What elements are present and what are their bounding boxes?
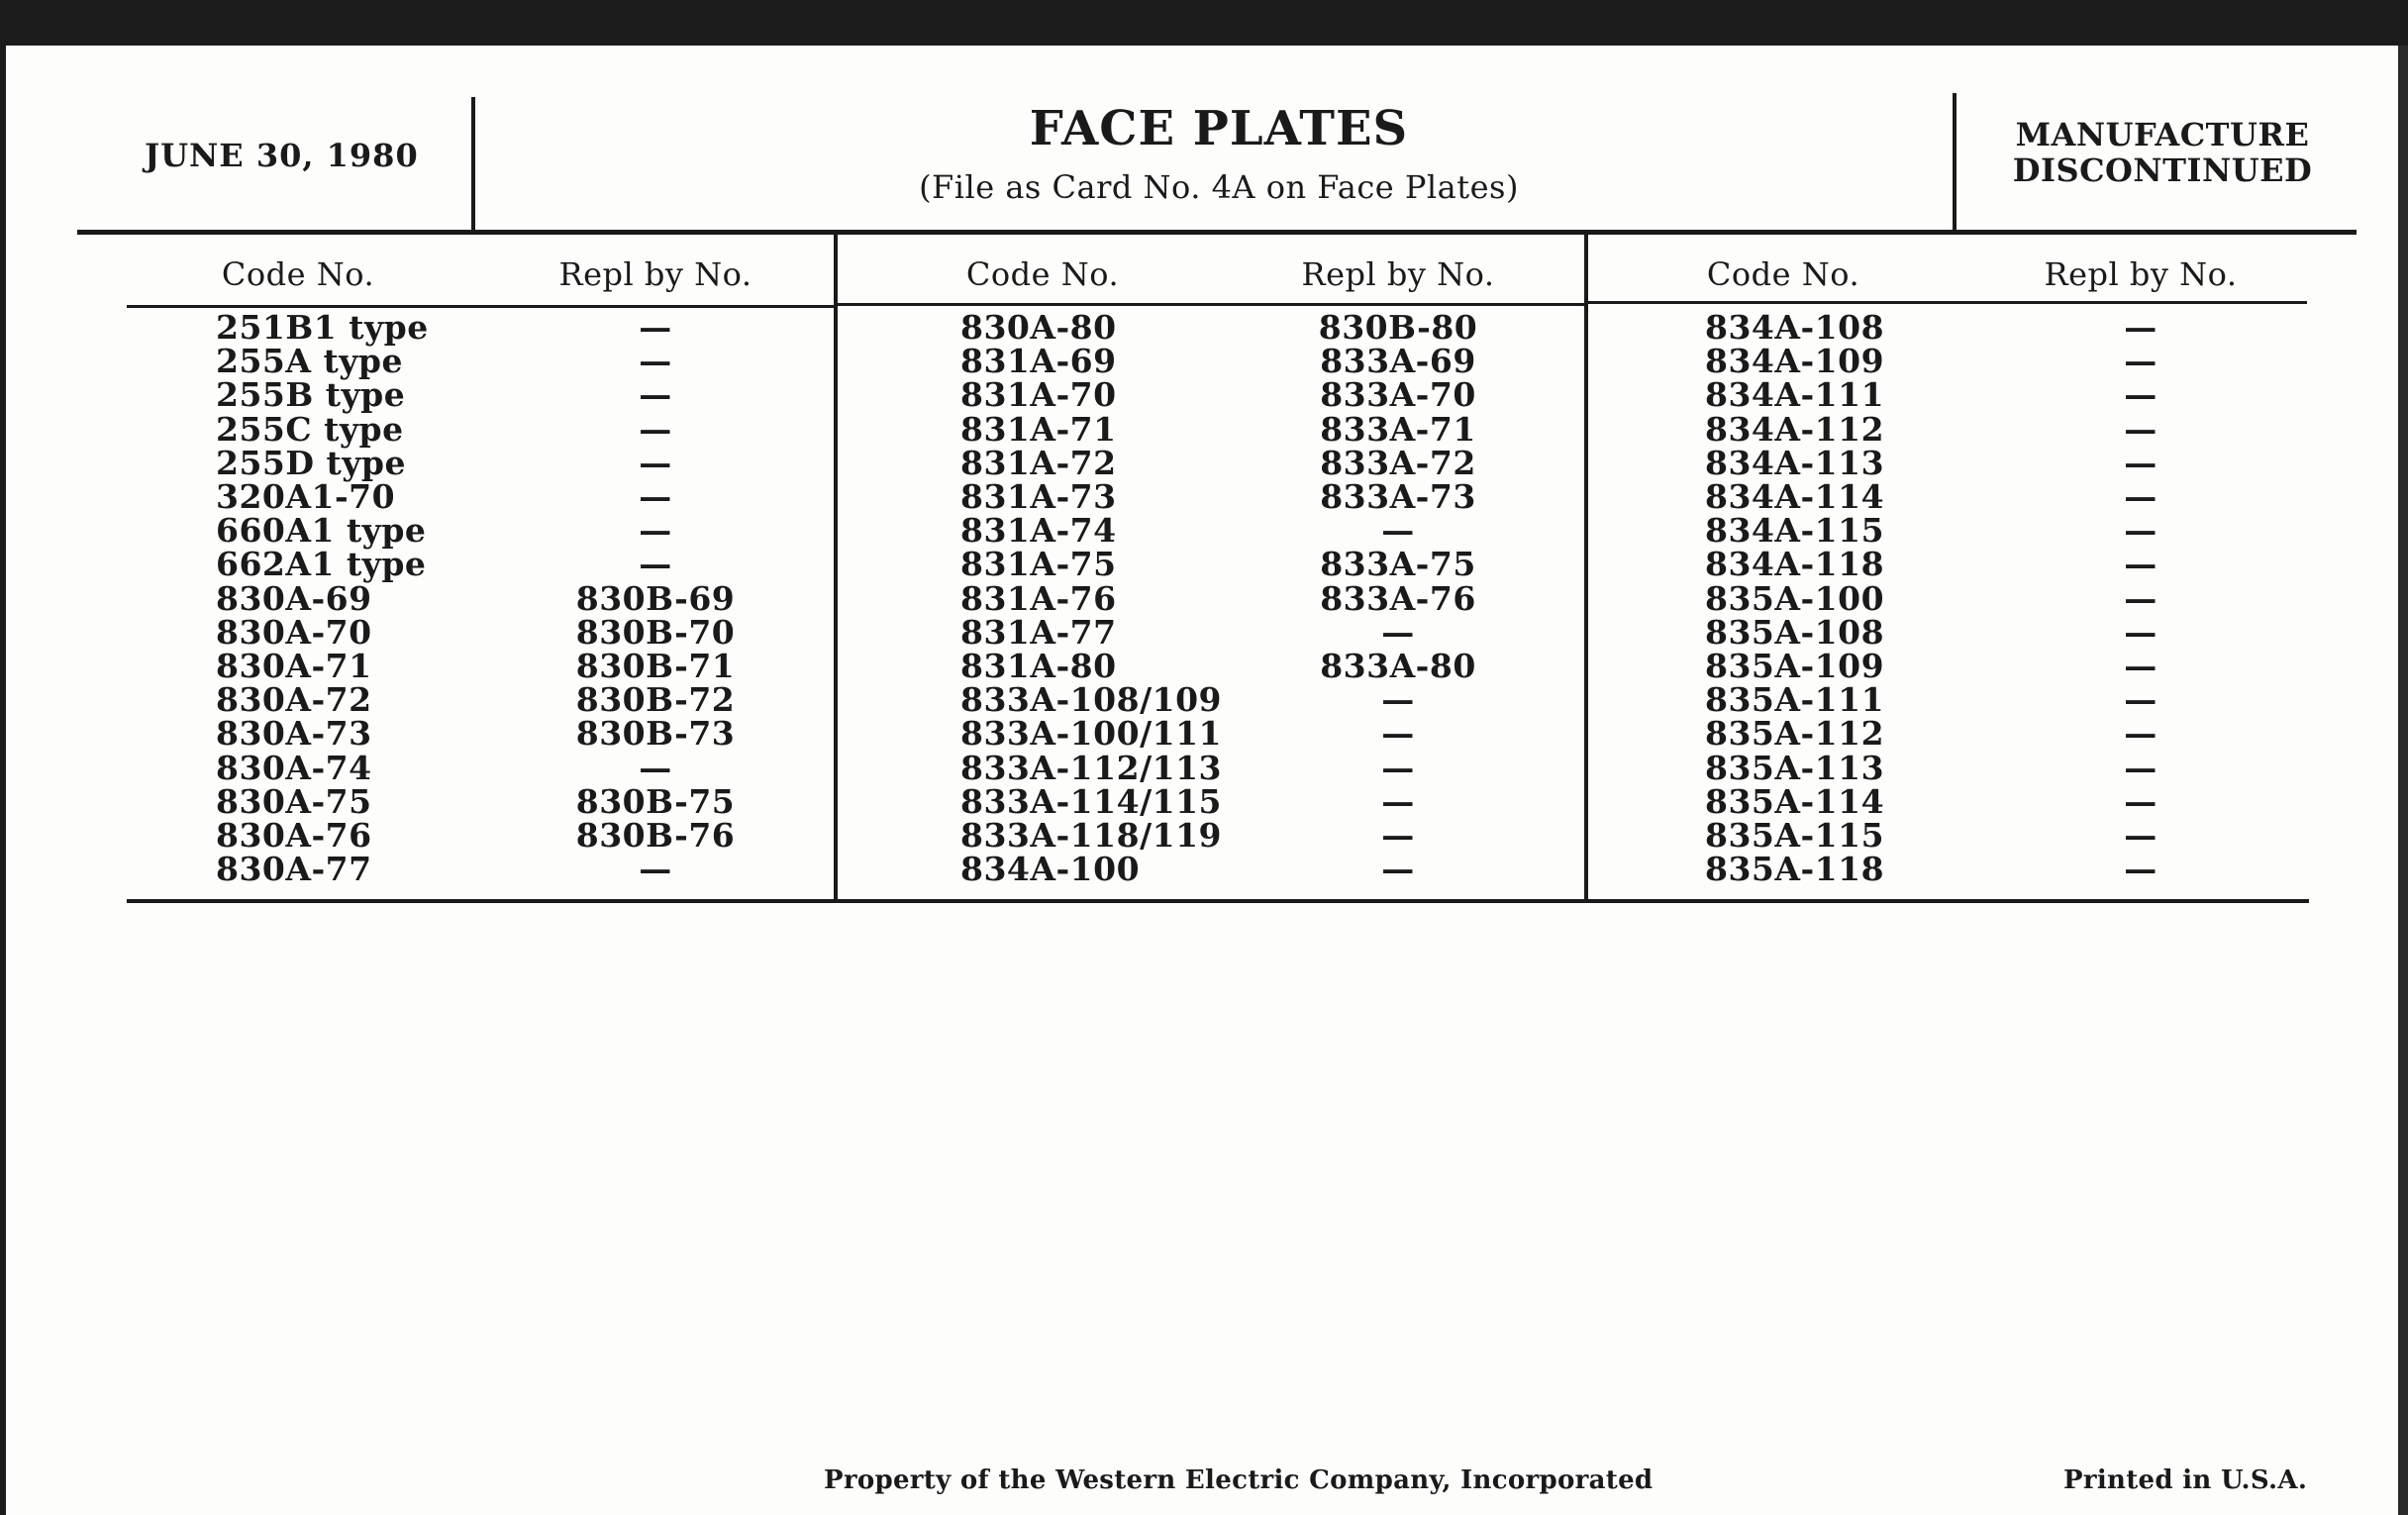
code-cell: 834A-115 [1705, 511, 1885, 551]
code-cell: 255B type [216, 375, 406, 415]
repl-cell: — [2124, 342, 2157, 381]
header-divider-left [471, 97, 475, 232]
code-cell: 831A-80 [960, 647, 1117, 686]
repl-cell: — [2124, 308, 2157, 347]
code-cell: 831A-74 [960, 511, 1117, 551]
header-divider-right [1953, 93, 1956, 232]
repl-cell: — [2124, 850, 2157, 889]
repl-cell: — [639, 545, 672, 584]
code-cell: 833A-112/113 [960, 748, 1223, 787]
code-cell: 831A-77 [960, 612, 1117, 652]
repl-cell: 830B-75 [575, 781, 736, 821]
card-title: FACE PLATES [1029, 101, 1409, 156]
repl-cell: — [2124, 545, 2157, 584]
code-cell: 835A-111 [1705, 680, 1885, 720]
code-cell: 830A-69 [216, 578, 372, 618]
repl-cell: — [639, 511, 672, 551]
repl-cell: — [2124, 781, 2157, 821]
code-cell: 830A-77 [216, 850, 372, 889]
code-cell: 834A-113 [1705, 443, 1885, 482]
repl-cell: 833A-75 [1320, 545, 1476, 584]
code-cell: 830A-80 [960, 308, 1117, 347]
code-cell: 835A-114 [1705, 781, 1885, 821]
repl-cell: 830B-69 [575, 578, 736, 618]
repl-cell: — [639, 477, 672, 517]
code-cell: 831A-69 [960, 342, 1117, 381]
code-cell: 835A-118 [1705, 850, 1885, 889]
repl-cell: 833A-69 [1320, 342, 1476, 381]
column-header-rule-2 [838, 303, 1586, 306]
code-cell: 830A-73 [216, 714, 372, 754]
repl-cell: — [2124, 612, 2157, 652]
code-column-3 [1705, 308, 2002, 889]
repl-cell: 830B-76 [575, 816, 736, 856]
repl-cell: — [2124, 647, 2157, 686]
repl-cell: — [2124, 714, 2157, 754]
repl-cell: 833A-76 [1320, 578, 1476, 618]
card-subtitle: (File as Card No. 4A on Face Plates) [919, 168, 1519, 206]
code-cell: 831A-73 [960, 477, 1117, 517]
code-cell: 255D type [216, 443, 406, 482]
column-header-repl-2: Repl by No. [1301, 255, 1495, 293]
repl-cell: — [2124, 680, 2157, 720]
repl-cell: — [2124, 578, 2157, 618]
repl-cell: — [639, 342, 672, 381]
repl-cell: — [1381, 680, 1415, 720]
code-cell: 320A1-70 [216, 477, 396, 517]
status-line-1: MANUFACTURE [2015, 116, 2310, 153]
repl-cell: 833A-71 [1320, 409, 1476, 449]
status-label [1994, 117, 2331, 188]
code-cell: 834A-111 [1705, 375, 1885, 415]
code-cell: 835A-100 [1705, 578, 1885, 618]
header-rule [77, 230, 2357, 235]
repl-cell: — [639, 850, 672, 889]
repl-cell: — [639, 748, 672, 787]
column-header-rule-3 [1588, 301, 2307, 304]
repl-cell: — [2124, 748, 2157, 787]
index-card [6, 46, 2398, 1515]
code-cell: 830A-74 [216, 748, 372, 787]
code-cell: 831A-72 [960, 443, 1117, 482]
repl-cell: — [639, 409, 672, 449]
code-cell: 831A-76 [960, 578, 1117, 618]
printed-in-notice: Printed in U.S.A. [2063, 1465, 2308, 1495]
code-cell: 830A-76 [216, 816, 372, 856]
repl-cell: — [639, 443, 672, 482]
code-cell: 830A-71 [216, 647, 372, 686]
code-cell: 834A-112 [1705, 409, 1885, 449]
table-divider-1 [834, 234, 838, 903]
repl-cell: — [2124, 511, 2157, 551]
code-cell: 835A-109 [1705, 647, 1885, 686]
column-header-code-3: Code No. [1706, 255, 1860, 293]
column-header-repl-1: Repl by No. [558, 255, 752, 293]
repl-cell: — [1381, 816, 1415, 856]
code-cell: 830A-75 [216, 781, 372, 821]
repl-cell: — [2124, 816, 2157, 856]
repl-cell: 830B-80 [1318, 308, 1478, 347]
code-cell: 834A-109 [1705, 342, 1885, 381]
repl-cell: 833A-73 [1320, 477, 1476, 517]
code-cell: 833A-100/111 [960, 714, 1223, 754]
code-column-2 [960, 308, 1257, 889]
repl-cell: 833A-70 [1320, 375, 1476, 415]
code-cell: 831A-75 [960, 545, 1117, 584]
code-cell: 833A-118/119 [960, 816, 1223, 856]
repl-cell: 830B-72 [575, 680, 736, 720]
column-header-code-1: Code No. [221, 255, 375, 293]
repl-cell: — [2124, 375, 2157, 415]
code-cell: 662A1 type [216, 545, 427, 584]
repl-cell: — [1381, 748, 1415, 787]
repl-cell: 830B-73 [575, 714, 736, 754]
repl-cell: — [639, 375, 672, 415]
code-cell: 835A-108 [1705, 612, 1885, 652]
card-shadow-edge [2398, 46, 2408, 1515]
table-divider-2 [1584, 234, 1588, 903]
repl-column-2 [1279, 308, 1517, 889]
repl-cell: — [639, 308, 672, 347]
repl-cell: 830B-70 [575, 612, 736, 652]
repl-cell: — [1381, 781, 1415, 821]
repl-column-3 [2022, 308, 2259, 889]
code-cell: 251B1 type [216, 308, 429, 347]
repl-cell: — [1381, 850, 1415, 889]
code-cell: 835A-115 [1705, 816, 1885, 856]
repl-cell: — [2124, 443, 2157, 482]
repl-column-1 [537, 308, 774, 889]
code-cell: 833A-114/115 [960, 781, 1223, 821]
code-cell: 835A-113 [1705, 748, 1885, 787]
code-cell: 255A type [216, 342, 403, 381]
repl-cell: — [1381, 714, 1415, 754]
code-cell: 833A-108/109 [960, 680, 1223, 720]
code-cell: 834A-118 [1705, 545, 1885, 584]
code-cell: 830A-72 [216, 680, 372, 720]
status-line-2: DISCONTINUED [2012, 152, 2313, 189]
repl-cell: — [2124, 477, 2157, 517]
property-notice: Property of the Western Electric Company, Incorporated [824, 1465, 1654, 1495]
code-column-1 [216, 308, 513, 889]
column-header-code-2: Code No. [965, 255, 1120, 293]
column-header-repl-3: Repl by No. [2044, 255, 2238, 293]
code-cell: 660A1 type [216, 511, 427, 551]
code-cell: 835A-112 [1705, 714, 1885, 754]
table-bottom-rule [127, 899, 2309, 903]
repl-cell: 830B-71 [575, 647, 736, 686]
code-cell: 834A-100 [960, 850, 1141, 889]
repl-cell: — [1381, 511, 1415, 551]
code-cell: 831A-70 [960, 375, 1117, 415]
repl-cell: 833A-80 [1320, 647, 1476, 686]
repl-cell: — [2124, 409, 2157, 449]
code-cell: 831A-71 [960, 409, 1117, 449]
repl-cell: — [1381, 612, 1415, 652]
code-cell: 830A-70 [216, 612, 372, 652]
code-cell: 834A-114 [1705, 477, 1885, 517]
code-cell: 834A-108 [1705, 308, 1885, 347]
repl-cell: 833A-72 [1320, 443, 1476, 482]
code-cell: 255C type [216, 409, 404, 449]
card-date: JUNE 30, 1980 [145, 137, 419, 174]
